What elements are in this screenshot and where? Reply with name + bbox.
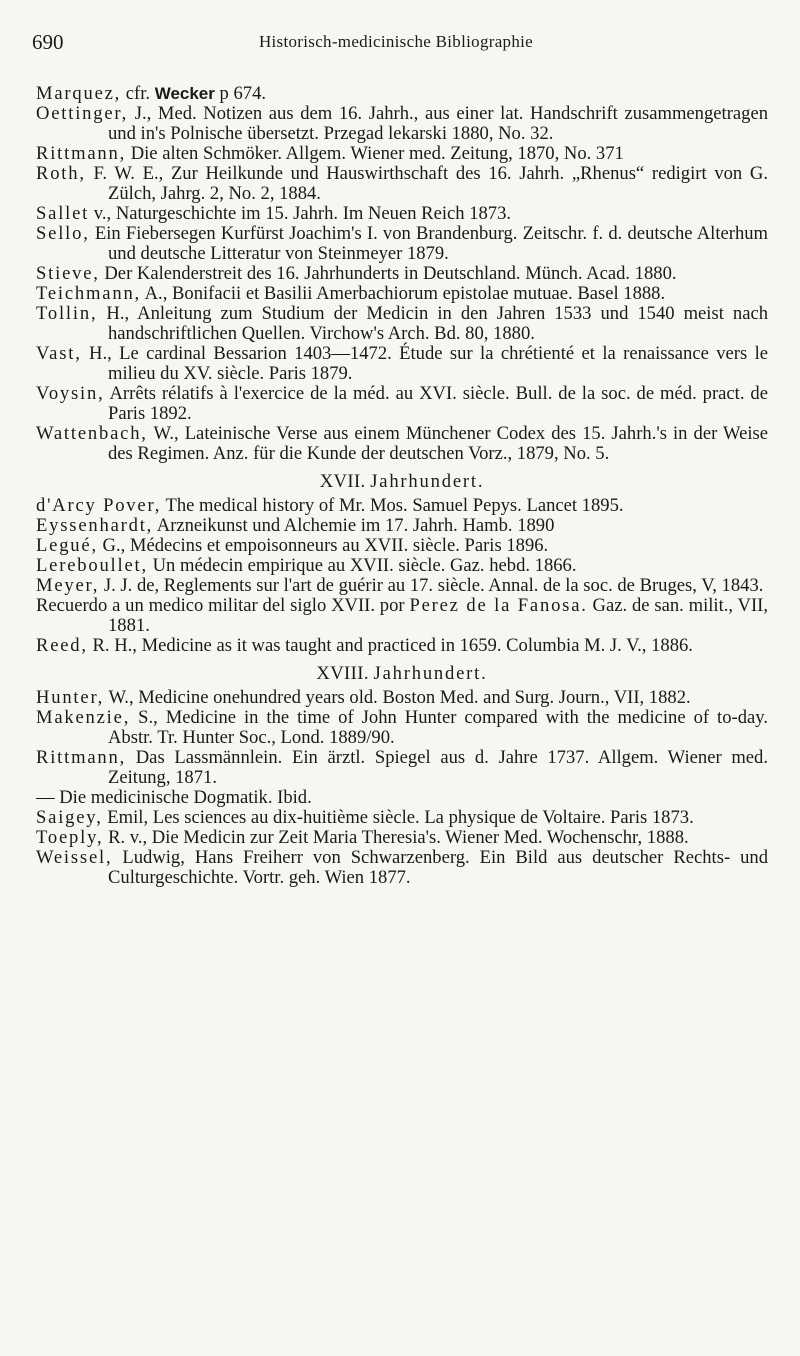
entry-author: Teichmann, [36, 283, 141, 304]
entry-text: R. H., Medicine as it was taught and practiced in 1659. Columbia M. J. V., 1886. [87, 635, 693, 656]
entry-author: Makenzie, [36, 707, 131, 728]
bibliography-entry [36, 808, 768, 828]
entry-text: Un médecin empirique au XVII. siècle. Gaz. hebd. 1866. [147, 555, 577, 576]
bibliography-entry [36, 496, 768, 516]
entry-author: Perez de la Fanosa. [409, 595, 588, 616]
bibliography-entry [36, 576, 768, 596]
entry-text: p 674. [214, 83, 267, 104]
bibliography-entry [36, 596, 768, 636]
entry-author: Voysin, [36, 383, 105, 404]
entry-author: Oettinger, [36, 103, 129, 124]
section-roman: XVIII. [316, 663, 369, 684]
bibliography-entry [36, 284, 768, 304]
bibliography-entry [36, 516, 768, 536]
entry-text: v., Naturgeschichte im 15. Jahrh. Im Neuen Reich 1873. [89, 203, 512, 224]
entry-author: Reed, [36, 635, 88, 656]
entry-text: S., Medicine in the time of John Hunter compared with the medicine of to-day. Abstr. Tr. Hunter Soc., Lond. 1889/90. [108, 707, 768, 748]
entry-author: Stieve, [36, 263, 100, 284]
entry-text: The medical history of Mr. Mos. Samuel Pepys. Lancet 1895. [161, 495, 624, 516]
entry-author: Rittmann, [36, 747, 127, 768]
bibliography-entry [36, 708, 768, 748]
entry-text: Das Lassmännlein. Ein ärztl. Spiegel aus d. Jahre 1737. Allgem. Wiener med. Zeitung, 1871. [108, 747, 768, 788]
entry-text: Ein Fiebersegen Kurfürst Joachim's I. von Brandenburg. Zeitschr. f. d. deutsche Alterhum und deutsche Litteratur von Steinmeyer 1879. [89, 223, 768, 264]
bibliography-entry [36, 344, 768, 384]
bibliography-entry [36, 104, 768, 144]
section-word: Jahrhundert. [373, 663, 488, 684]
entry-author: Weissel, [36, 847, 113, 868]
bibliography-entry [36, 304, 768, 344]
entry-text: W., Lateinische Verse aus einem Münchener Codex des 15. Jahrh.'s in der Weise des Regimen. Anz. für die Kunde der deutschen Vorz., 1879, No. 5. [108, 423, 768, 464]
section-heading-18 [36, 664, 768, 684]
entry-text: H., Le cardinal Bessarion 1403—1472. Étude sur la chrétienté et la renaissance vers le milieu du XV. siècle. Paris 1879. [81, 343, 768, 384]
page-number: 690 [32, 30, 64, 54]
entry-text: G., Médecins et empoisonneurs au XVII. siècle. Paris 1896. [97, 535, 549, 556]
entry-text: Recuerdo a un medico militar del siglo XVII. por [36, 595, 410, 616]
entry-author: d'Arcy Pover, [36, 495, 162, 516]
entry-text: Die alten Schmöker. Allgem. Wiener med. Zeitung, 1870, No. 371 [126, 143, 624, 164]
entry-author: Sallet [36, 203, 90, 224]
entry-text: Arzneikunst und Alchemie im 17. Jahrh. Hamb. 1890 [153, 515, 555, 536]
entry-text: J. J. de, Reglements sur l'art de guérir au 17. siècle. Annal. de la soc. de Bruges, V, 1843. [99, 575, 764, 596]
bibliography-entry [36, 164, 768, 204]
entry-text: H., Anleitung zum Studium der Medicin in den Jahren 1533 und 1540 meist nach handschriftlichen Quellen. Virchow's Arch. Bd. 80, 1880. [97, 303, 768, 344]
bibliography-entry [36, 848, 768, 888]
entry-text: Ludwig, Hans Freiherr von Schwarzenberg. Ein Bild aus deutscher Rechts- und Culturgeschichte. Vortr. geh. Wien 1877. [108, 847, 768, 888]
section-18-entries [36, 688, 768, 888]
entry-author: Roth, [36, 163, 86, 184]
entry-text: Der Kalenderstreit des 16. Jahrhunderts in Deutschland. Münch. Acad. 1880. [99, 263, 677, 284]
entry-text: Gaz. de san. milit., VII, 1881. [108, 595, 768, 636]
bibliography-entry [36, 424, 768, 464]
entry-reference: Wecker [154, 84, 215, 103]
bibliography-entry [36, 384, 768, 424]
section-roman: XVII. [319, 471, 366, 492]
bibliography-entry [36, 84, 768, 104]
section-heading-17 [36, 472, 768, 492]
bibliography-content [36, 84, 768, 888]
entry-text: J., Med. Notizen aus dem 16. Jahrh., aus einer lat. Handschrift zusammengetragen und in's Polnische übersetzt. Przegad lekarski 1880, No. 32. [108, 103, 768, 144]
entry-author: Marquez, [36, 83, 122, 104]
bibliography-entry [36, 536, 768, 556]
bibliography-entry [36, 204, 768, 224]
entry-author: Hunter, [36, 687, 105, 708]
entry-text: Arrêts rélatifs à l'exercice de la méd. au XVI. siècle. Bull. de la soc. de méd. pract. de Paris 1892. [104, 383, 768, 424]
bibliography-entry [36, 224, 768, 264]
bibliography-entry [36, 828, 768, 848]
entry-text: W., Medicine onehundred years old. Boston Med. and Surg. Journ., VII, 1882. [104, 687, 691, 708]
entry-text: A., Bonifacii et Basilii Amerbachiorum epistolae mutuae. Basel 1888. [141, 283, 666, 304]
section-word: Jahrhundert. [370, 471, 485, 492]
entry-text: R. v., Die Medicin zur Zeit Maria Theresia's. Wiener Med. Wochenschr, 1888. [103, 827, 689, 848]
bibliography-entry [36, 144, 768, 164]
entry-text: cfr. [121, 83, 155, 104]
intro-entries [36, 84, 768, 464]
entry-author: Wattenbach, [36, 423, 148, 444]
bibliography-entry [36, 688, 768, 708]
entry-author: Sello, [36, 223, 90, 244]
bibliography-entry [36, 788, 768, 808]
entry-author: Lereboullet, [36, 555, 148, 576]
entry-text: Emil, Les sciences au dix-huitième siècle. La physique de Voltaire. Paris 1873. [102, 807, 694, 828]
entry-author: Legué, [36, 535, 98, 556]
section-17-entries [36, 496, 768, 656]
entry-text: F. W. E., Zur Heilkunde und Hauswirthschaft des 16. Jahrh. „Rhenus“ redigirt von G. Zülch, Jahrg. 2, No. 2, 1884. [85, 163, 768, 204]
entry-author: Eyssenhardt, [36, 515, 154, 536]
bibliography-entry [36, 748, 768, 788]
entry-author: Meyer, [36, 575, 100, 596]
running-title: Historisch-medicinische Bibliographie [258, 32, 534, 51]
bibliography-entry [36, 264, 768, 284]
entry-author: Tollin, [36, 303, 98, 324]
entry-text: — Die medicinische Dogmatik. Ibid. [36, 787, 312, 808]
entry-author: Toeply, [36, 827, 104, 848]
entry-author: Rittmann, [36, 143, 127, 164]
entry-author: Saigey, [36, 807, 103, 828]
page-header [32, 30, 760, 60]
bibliography-entry [36, 636, 768, 656]
bibliography-entry [36, 556, 768, 576]
entry-author: Vast, [36, 343, 82, 364]
